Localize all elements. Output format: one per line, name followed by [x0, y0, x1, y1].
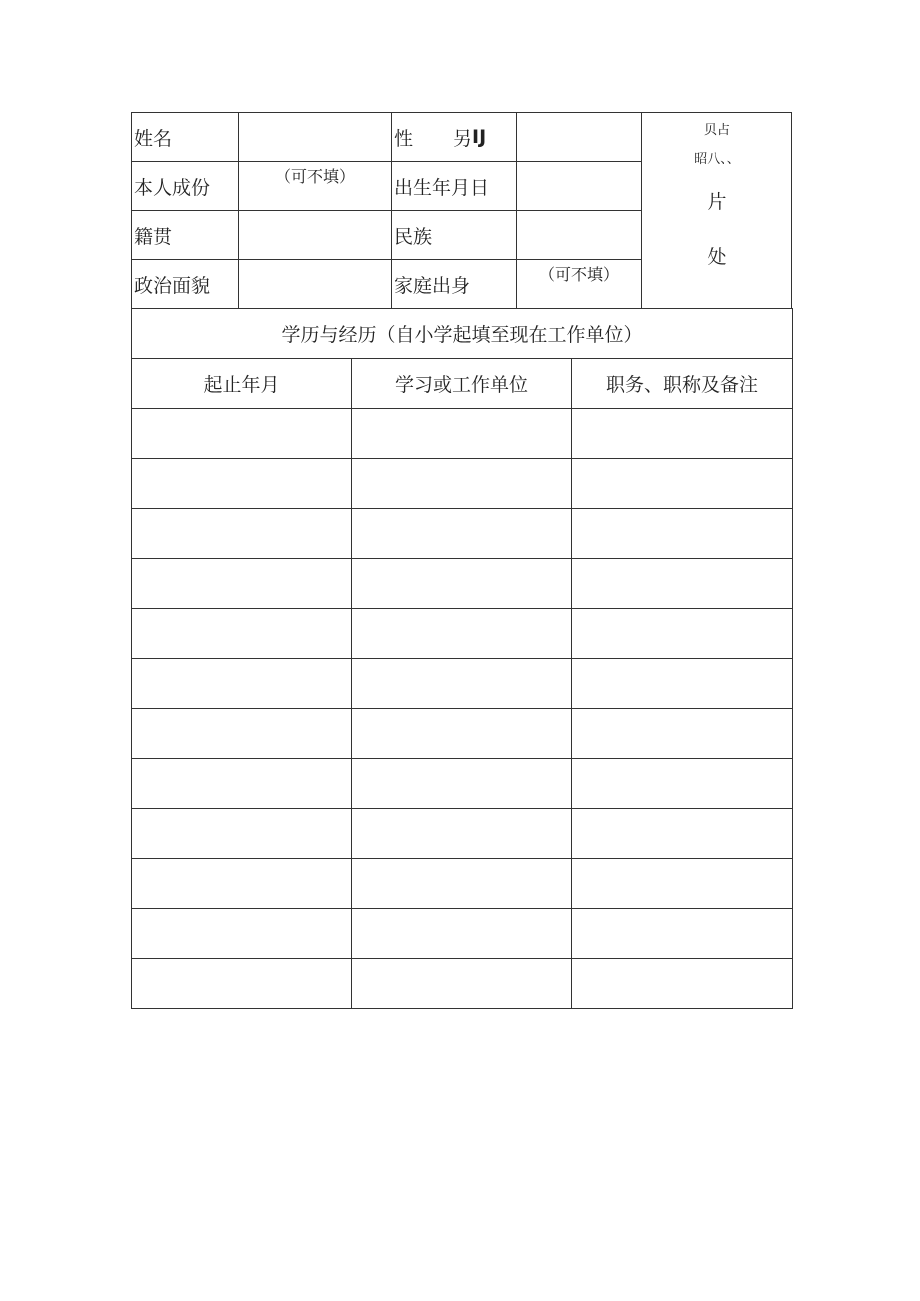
period-cell[interactable]	[132, 859, 352, 909]
family-label: 家庭出身	[391, 259, 516, 308]
unit-cell[interactable]	[352, 659, 572, 709]
birth-label: 出生年月日	[391, 161, 516, 210]
unit-cell[interactable]	[352, 959, 572, 1009]
unit-cell[interactable]	[352, 909, 572, 959]
family-note: （可不填）	[538, 265, 619, 284]
col-header-period: 起止年月	[132, 359, 352, 409]
unit-cell[interactable]	[352, 609, 572, 659]
period-cell[interactable]	[132, 909, 352, 959]
photo-text-2: 昭八、、	[694, 152, 740, 167]
table-row	[132, 809, 793, 859]
political-label: 政治面貌	[131, 259, 238, 308]
period-cell[interactable]	[132, 659, 352, 709]
table-row	[132, 909, 793, 959]
history-header-row	[132, 359, 793, 409]
position-cell[interactable]	[572, 509, 793, 559]
personal-info-section	[131, 112, 792, 308]
position-cell[interactable]	[572, 759, 793, 809]
status-note: （可不填）	[274, 167, 355, 186]
gender-label-c: IJ	[472, 126, 487, 148]
position-cell[interactable]	[572, 959, 793, 1009]
position-cell[interactable]	[572, 459, 793, 509]
position-cell[interactable]	[572, 609, 793, 659]
unit-cell[interactable]	[352, 759, 572, 809]
name-label: 姓名	[131, 112, 238, 161]
position-cell[interactable]	[572, 909, 793, 959]
resume-form	[131, 112, 792, 1009]
period-cell[interactable]	[132, 759, 352, 809]
table-row	[132, 459, 793, 509]
table-row	[132, 959, 793, 1009]
family-field[interactable]	[516, 259, 641, 308]
history-rows	[132, 409, 793, 1009]
table-row	[132, 859, 793, 909]
table-row	[132, 659, 793, 709]
period-cell[interactable]	[132, 609, 352, 659]
period-cell[interactable]	[132, 509, 352, 559]
col-header-unit: 学习或工作单位	[352, 359, 572, 409]
name-field[interactable]	[238, 112, 391, 161]
unit-cell[interactable]	[352, 859, 572, 909]
position-cell[interactable]	[572, 409, 793, 459]
table-row	[132, 509, 793, 559]
period-cell[interactable]	[132, 959, 352, 1009]
period-cell[interactable]	[132, 409, 352, 459]
position-cell[interactable]	[572, 709, 793, 759]
table-row	[132, 409, 793, 459]
period-cell[interactable]	[132, 809, 352, 859]
native-label: 籍贯	[131, 210, 238, 259]
history-title-row	[132, 309, 793, 359]
gender-label-b: 另	[453, 127, 473, 150]
unit-cell[interactable]	[352, 459, 572, 509]
native-field[interactable]	[238, 210, 391, 259]
position-cell[interactable]	[572, 859, 793, 909]
table-row	[132, 709, 793, 759]
unit-cell[interactable]	[352, 809, 572, 859]
status-label: 本人成份	[131, 161, 238, 210]
table-row	[132, 609, 793, 659]
period-cell[interactable]	[132, 459, 352, 509]
ethnic-label: 民族	[391, 210, 516, 259]
period-cell[interactable]	[132, 709, 352, 759]
unit-cell[interactable]	[352, 559, 572, 609]
unit-cell[interactable]	[352, 409, 572, 459]
photo-text-3: 片	[707, 191, 727, 213]
gender-field[interactable]	[516, 112, 641, 161]
status-field[interactable]	[238, 161, 391, 210]
political-field[interactable]	[238, 259, 391, 308]
unit-cell[interactable]	[352, 509, 572, 559]
table-row	[132, 559, 793, 609]
position-cell[interactable]	[572, 559, 793, 609]
photo-text-4: 处	[707, 246, 727, 268]
history-title: 学历与经历（自小学起填至现在工作单位）	[132, 309, 793, 359]
position-cell[interactable]	[572, 659, 793, 709]
position-cell[interactable]	[572, 809, 793, 859]
table-row	[132, 759, 793, 809]
gender-label-a: 性	[394, 127, 414, 150]
period-cell[interactable]	[132, 559, 352, 609]
birth-field[interactable]	[516, 161, 641, 210]
photo-area	[641, 112, 792, 308]
unit-cell[interactable]	[352, 709, 572, 759]
right-border	[791, 112, 792, 308]
ethnic-field[interactable]	[516, 210, 641, 259]
photo-text-1: 贝占	[703, 123, 730, 138]
gender-label	[391, 112, 516, 161]
history-table	[131, 308, 793, 1009]
col-header-position: 职务、职称及备注	[572, 359, 793, 409]
